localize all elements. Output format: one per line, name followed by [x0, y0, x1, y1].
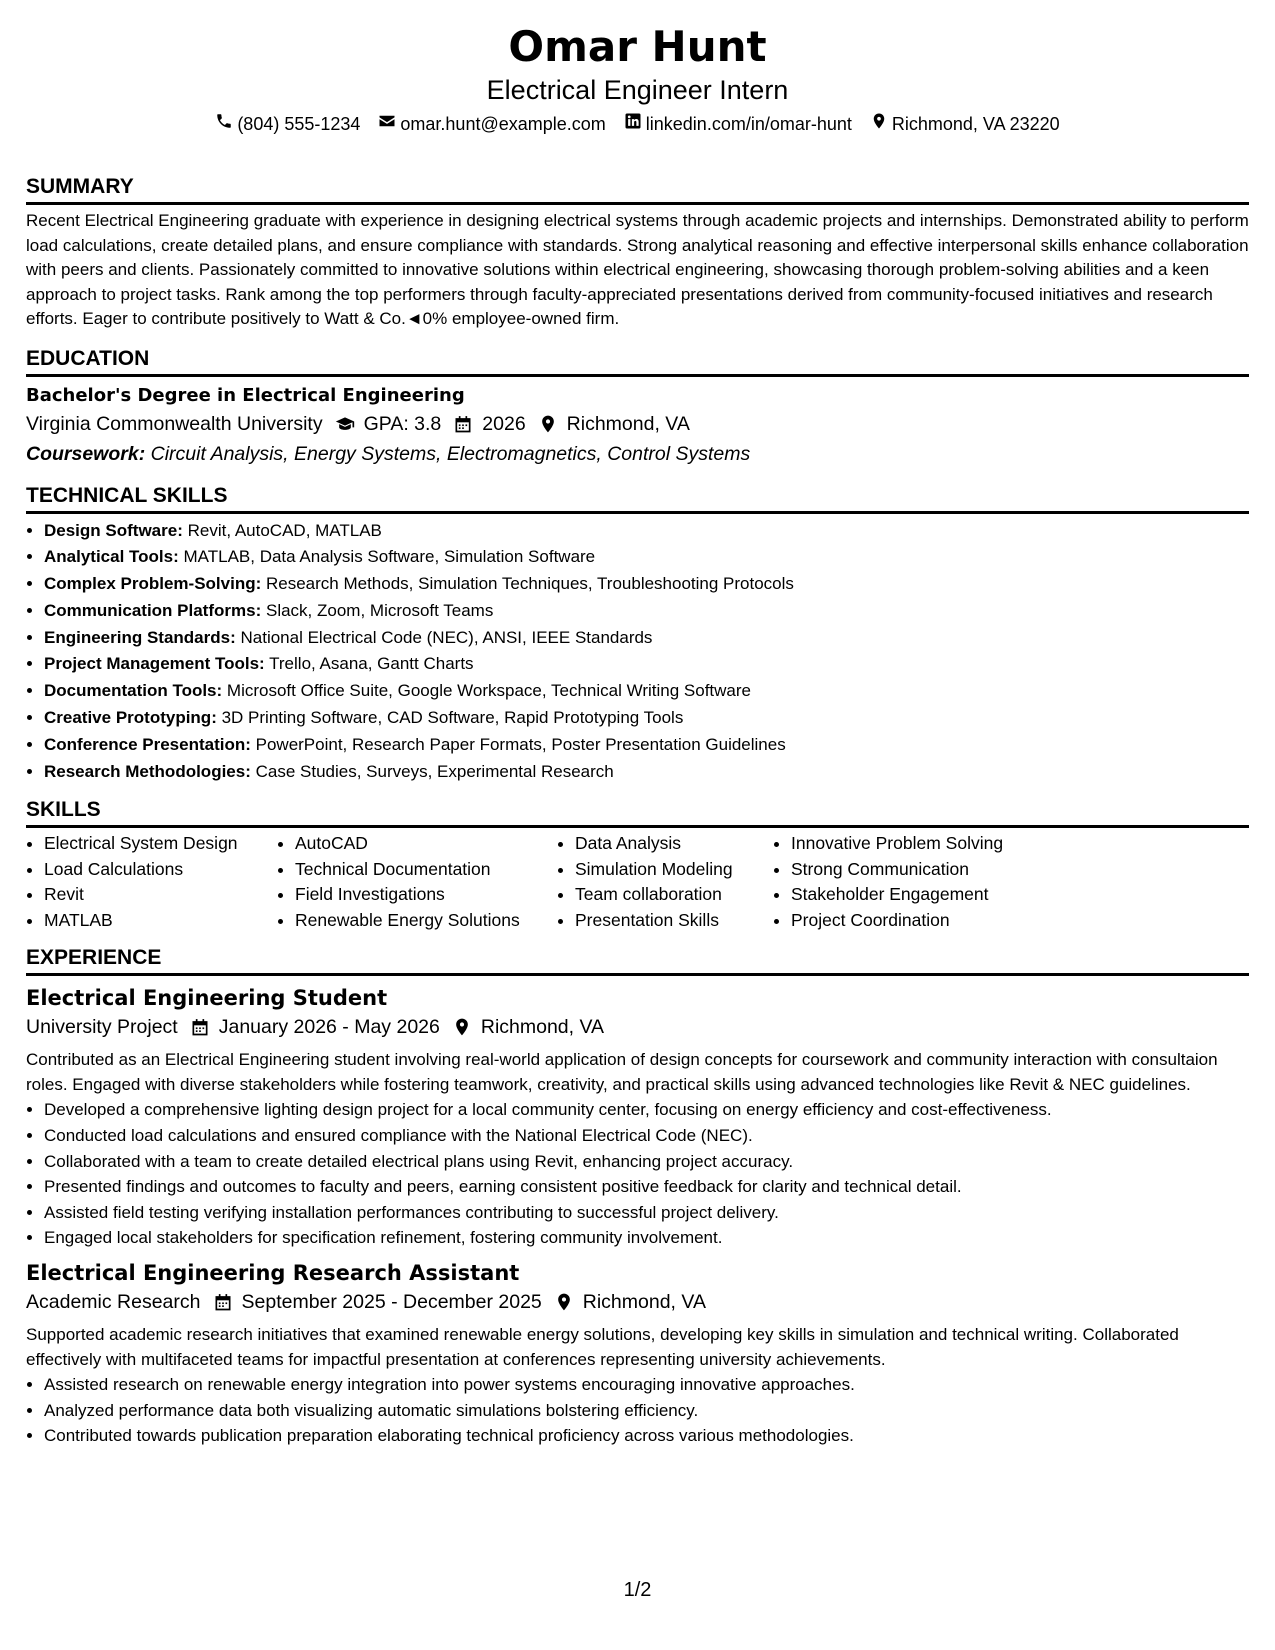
list-item: [44, 732, 1249, 759]
skills-section: [26, 797, 1249, 933]
skill-category: Communication Platforms:: [44, 600, 262, 620]
education-heading: EDUCATION: [26, 346, 1249, 377]
linkedin-icon: [624, 112, 642, 136]
list-item: • Simulation Modeling: [575, 857, 773, 883]
resume-header: [26, 22, 1249, 136]
education-meta: [26, 409, 1249, 439]
job-bullets: [26, 1372, 1249, 1449]
skill-values: Case Studies, Surveys, Experimental Research: [255, 761, 614, 781]
summary-section: [26, 174, 1249, 332]
list-item: • Assisted research on renewable energy integration into power systems encouraging innovative approaches.: [44, 1372, 1249, 1398]
page-number: 1/2: [623, 1579, 652, 1601]
gpa-text: GPA: 3.8: [363, 412, 442, 435]
contact-linkedin[interactable]: [624, 112, 852, 136]
list-item: [44, 625, 1249, 652]
technical-skills-heading: TECHNICAL SKILLS: [26, 483, 1249, 514]
job-meta: [26, 1012, 1249, 1042]
list-item: [44, 518, 1249, 545]
phone-icon: [215, 112, 233, 136]
map-pin-icon: [554, 1292, 574, 1312]
map-pin-icon: [870, 112, 888, 136]
skill-category: Engineering Standards:: [44, 627, 236, 647]
skill-values: Trello, Asana, Gantt Charts: [269, 654, 474, 674]
list-item: • MATLAB: [44, 908, 277, 934]
list-item: • Field Investigations: [295, 882, 557, 908]
job-title: Electrical Engineering Research Assistant: [26, 1261, 520, 1286]
list-item: [44, 705, 1249, 732]
list-item: • Project Coordination: [791, 908, 1091, 934]
school-name: Virginia Commonwealth University: [26, 412, 323, 435]
skills-column: [773, 831, 1091, 933]
map-pin-icon: [452, 1017, 472, 1037]
list-item: • Developed a comprehensive lighting design project for a local community center, focusing on energy efficiency and cost-effectiveness.: [44, 1097, 1249, 1123]
technical-skills-list: [26, 518, 1249, 786]
skill-values: Research Methods, Simulation Techniques, Troubleshooting Protocols: [265, 574, 794, 594]
job-location: Richmond, VA: [480, 1016, 605, 1039]
graduation-cap-icon: [335, 414, 355, 434]
candidate-name: Omar Hunt: [508, 22, 767, 71]
list-item: • Innovative Problem Solving: [791, 831, 1091, 857]
job-org: Academic Research: [26, 1291, 201, 1314]
skill-category: Design Software:: [44, 520, 183, 540]
list-item: [44, 759, 1249, 786]
list-item: • AutoCAD: [295, 831, 557, 857]
list-item: • Engaged local stakeholders for specification refinement, fostering community involvement.: [44, 1225, 1249, 1251]
skill-values: Slack, Zoom, Microsoft Teams: [265, 600, 494, 620]
envelope-icon: [378, 112, 396, 136]
list-item: • Strong Communication: [791, 857, 1091, 883]
skill-values: Revit, AutoCAD, MATLAB: [187, 520, 382, 540]
experience-heading: EXPERIENCE: [26, 945, 1249, 976]
coursework-label: Coursework:: [26, 442, 146, 465]
skill-category: Complex Problem-Solving:: [44, 574, 262, 594]
list-item: • Load Calculations: [44, 857, 277, 883]
email-text: omar.hunt@example.com: [400, 114, 606, 134]
list-item: • Electrical System Design: [44, 831, 277, 857]
list-item: • Contributed towards publication preparation elaborating technical proficiency across various methodologies.: [44, 1423, 1249, 1449]
job-location: Richmond, VA: [582, 1291, 706, 1314]
list-item: • Analyzed performance data both visualizing automatic simulations bolstering efficiency.: [44, 1398, 1249, 1424]
candidate-title: Electrical Engineer Intern: [486, 75, 789, 105]
job-description: Contributed as an Electrical Engineering student involving real-world application of design concepts for coursework and community interaction with consultaion roles. Engaged with diverse stakeholders while fostering teamwork, creativity, and practical skills using advanced technologies like Revit & NEC guidelines.: [26, 1050, 1218, 1094]
list-item: • Presented findings and outcomes to faculty and peers, earning consistent positive feedback for clarity and technical detail.: [44, 1174, 1249, 1200]
skill-category: Creative Prototyping:: [44, 708, 217, 728]
coursework-list: Circuit Analysis, Energy Systems, Electromagnetics, Control Systems: [150, 442, 751, 465]
experience-section: [26, 945, 1249, 1448]
contact-bar: [26, 112, 1249, 136]
summary-text: Recent Electrical Engineering graduate with experience in designing electrical systems through academic projects and internships. Demonstrated ability to perform load calculations, create detailed plans, and ensure compliance with standards. Strong analytical reasoning and effective interpersonal skills enhance collaboration with peers and clients. Passionately committed to innovative solutions within electrical engineering, showcasing thorough problem-solving abilities and a keen approach to project tasks. Rank among the top performers through faculty-appreciated presentations derived from community-focused initiatives and research efforts. Eager to contribute positively to Watt & Co.◄0% employee-owned firm.: [26, 211, 1249, 328]
list-item: • Renewable Energy Solutions: [295, 908, 557, 934]
job-dates: January 2026 - May 2026: [218, 1016, 440, 1039]
map-pin-icon: [538, 414, 558, 434]
skills-column: [26, 831, 277, 933]
list-item: [44, 598, 1249, 625]
skill-values: Microsoft Office Suite, Google Workspace, Technical Writing Software: [226, 681, 751, 701]
technical-skills-section: [26, 483, 1249, 786]
education-section: [26, 346, 1249, 469]
list-item: • Data Analysis: [575, 831, 773, 857]
skills-grid: [26, 831, 1249, 933]
skill-category: Conference Presentation:: [44, 734, 251, 754]
skill-category: Research Methodologies:: [44, 761, 251, 781]
contact-email[interactable]: [378, 112, 605, 136]
linkedin-text: linkedin.com/in/omar-hunt: [645, 114, 852, 134]
contact-phone: [215, 112, 360, 136]
list-item: • Revit: [44, 882, 277, 908]
skill-category: Documentation Tools:: [44, 681, 223, 701]
job-dates: September 2025 - December 2025: [241, 1291, 542, 1314]
skill-category: Project Management Tools:: [44, 654, 265, 674]
job-title: Electrical Engineering Student: [26, 986, 388, 1011]
calendar-icon: [190, 1017, 210, 1037]
degree-title: Bachelor's Degree in Electrical Engineering: [26, 384, 465, 406]
list-item: • Stakeholder Engagement: [791, 882, 1091, 908]
list-item: • Presentation Skills: [575, 908, 773, 934]
list-item: • Conducted load calculations and ensured compliance with the National Electrical Code (NEC).: [44, 1123, 1249, 1149]
skills-column: [557, 831, 773, 933]
education-location: Richmond, VA: [566, 412, 690, 435]
job-bullets: [26, 1097, 1249, 1251]
skill-category: Analytical Tools:: [44, 547, 179, 567]
list-item: • Assisted field testing verifying installation performances contributing to successful project delivery.: [44, 1200, 1249, 1226]
coursework-line: [26, 439, 1249, 469]
resume-page: [26, 22, 1249, 1449]
job-description: Supported academic research initiatives that examined renewable energy solutions, developing key skills in simulation and technical writing. Collaborated effectively with multifaceted teams for impactful presentation at conferences representing university achievements.: [26, 1325, 1179, 1369]
skill-values: 3D Printing Software, CAD Software, Rapid Prototyping Tools: [221, 708, 684, 728]
summary-heading: SUMMARY: [26, 174, 1249, 205]
list-item: [44, 544, 1249, 571]
calendar-icon: [453, 414, 473, 434]
skill-values: PowerPoint, Research Paper Formats, Poster Presentation Guidelines: [255, 734, 786, 754]
skills-column: [277, 831, 557, 933]
skills-heading: SKILLS: [26, 797, 1249, 828]
phone-text: (804) 555-1234: [237, 114, 361, 134]
graduation-year: 2026: [482, 412, 526, 435]
list-item: • Collaborated with a team to create detailed electrical plans using Revit, enhancing project accuracy.: [44, 1149, 1249, 1175]
list-item: [44, 651, 1249, 678]
list-item: • Team collaboration: [575, 882, 773, 908]
list-item: [44, 571, 1249, 598]
contact-location: [870, 112, 1060, 136]
calendar-icon: [213, 1292, 233, 1312]
job-meta: [26, 1287, 1249, 1317]
list-item: [44, 678, 1249, 705]
job-org: University Project: [26, 1016, 178, 1039]
skill-values: MATLAB, Data Analysis Software, Simulation Software: [183, 547, 596, 567]
job-entry: [26, 1259, 1249, 1449]
list-item: • Technical Documentation: [295, 857, 557, 883]
skill-values: National Electrical Code (NEC), ANSI, IEEE Standards: [240, 627, 653, 647]
job-entry: [26, 984, 1249, 1251]
location-text: Richmond, VA 23220: [891, 114, 1060, 134]
